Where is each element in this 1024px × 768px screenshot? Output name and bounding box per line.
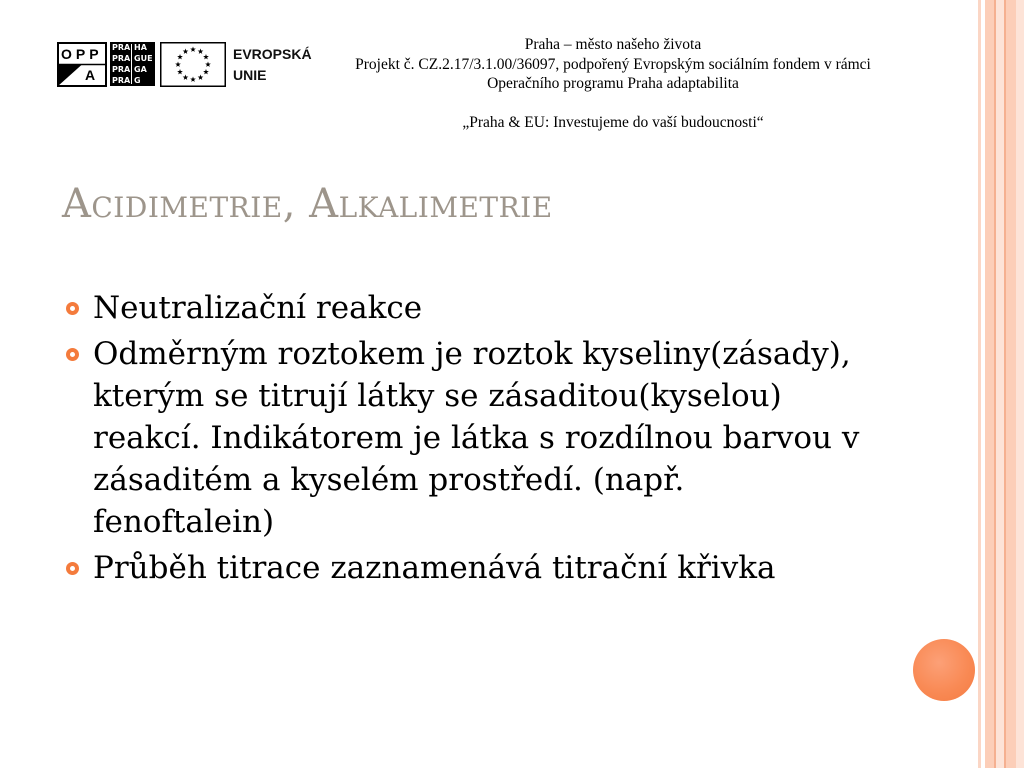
praha-logo-cell: PRA	[112, 43, 131, 52]
praha-logo-divider	[131, 44, 132, 84]
bullet-item	[62, 547, 962, 589]
bullet-item	[62, 287, 962, 329]
project-info-line: Operačního programu Praha adaptabilita	[487, 75, 739, 92]
eu-logo-text-line2: UNIE	[233, 67, 267, 83]
bullet-icon	[66, 348, 79, 361]
bullet-icon	[66, 562, 79, 575]
project-info-line: Praha – město našeho života	[524, 36, 702, 53]
eu-logo-text-line1: EVROPSKÁ	[233, 46, 312, 62]
project-info-line: Projekt č. CZ.2.17/3.1.00/36097, podpořený Evropským sociálním fondem v rámci	[355, 55, 871, 73]
oppa-logo-top-text: OPP	[61, 46, 103, 62]
slide-title: Acidimetrie, Alkalimetrie	[62, 181, 553, 227]
bullet-text-line: Průběh titrace zaznamenává titrační křivka	[93, 550, 776, 586]
praha-logo-row	[110, 53, 155, 64]
praha-logo-cell: PRA	[112, 65, 131, 74]
bullet-text-line: zásaditém a kyselém prostředí. (např.	[93, 462, 685, 498]
praha-logo-cell: PRA	[112, 54, 131, 63]
eu-logo	[160, 42, 320, 87]
praha-logo-cell: HA	[134, 43, 147, 52]
praha-logo-row	[110, 42, 155, 53]
oppa-logo	[57, 42, 107, 87]
praha-logo-cell: GUE	[134, 54, 153, 63]
project-info	[343, 35, 883, 133]
decorative-stripes	[978, 0, 1024, 768]
bullet-icon	[66, 302, 79, 315]
bullet-item	[62, 333, 962, 543]
decorative-orange-circle	[913, 639, 975, 701]
praha-logo	[110, 42, 155, 86]
praha-logo-cell: GA	[134, 65, 147, 74]
oppa-logo-bottom-text: A	[84, 67, 96, 83]
project-motto: „Praha & EU: Investujeme do vaší budoucnosti“	[462, 114, 764, 131]
praha-logo-cell: G	[134, 76, 141, 85]
bullet-text-line: reakcí. Indikátorem je látka s rozdílnou barvou v	[93, 420, 860, 456]
bullet-text-line: Neutralizační reakce	[93, 290, 423, 326]
bullet-text-line: fenoftalein)	[93, 504, 275, 540]
praha-logo-row	[110, 75, 155, 86]
bullet-text-line: kterým se titrují látky se zásaditou(kyselou)	[93, 378, 782, 414]
bullet-list	[62, 287, 962, 593]
praha-logo-cell: PRA	[112, 76, 131, 85]
praha-logo-row	[110, 64, 155, 75]
eu-flag-icon	[160, 42, 226, 87]
bullet-text-line: Odměrným roztokem je roztok kyseliny(zásady),	[93, 336, 851, 372]
